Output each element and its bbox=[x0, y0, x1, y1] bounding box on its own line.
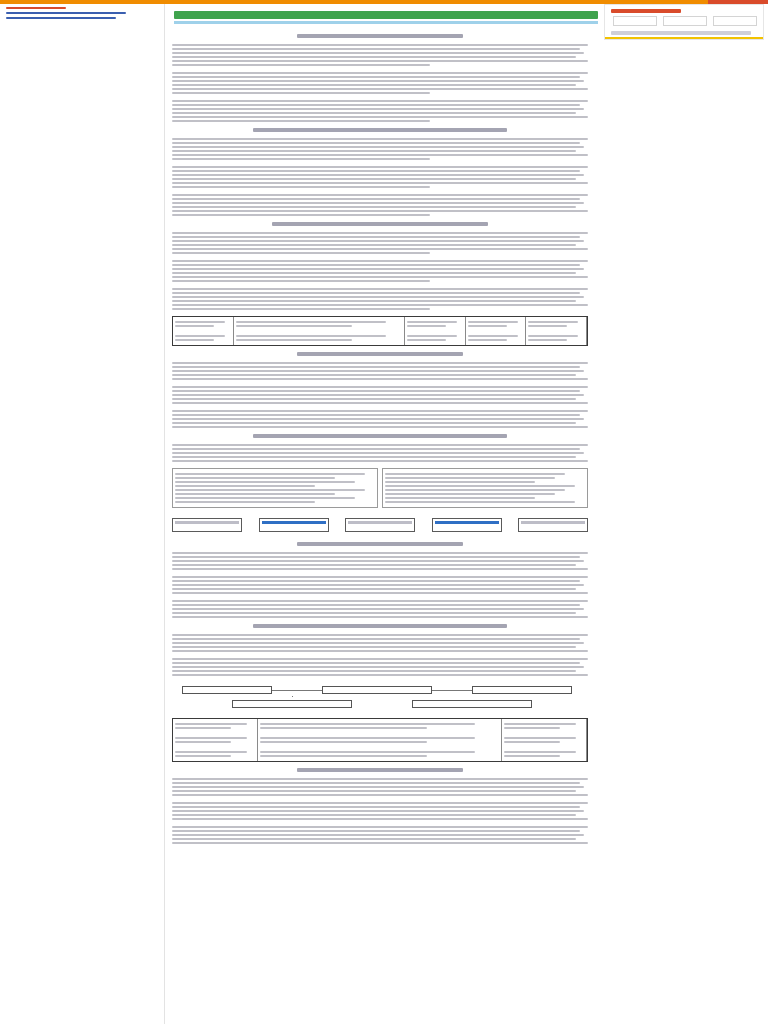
text-line-placeholder bbox=[172, 296, 584, 298]
paragraph-block bbox=[172, 44, 588, 66]
text-line-placeholder bbox=[407, 325, 446, 327]
paragraph-block bbox=[172, 72, 588, 94]
text-line-placeholder bbox=[172, 568, 588, 570]
text-line-placeholder bbox=[172, 814, 576, 816]
text-line-placeholder bbox=[172, 138, 588, 140]
text-line-placeholder bbox=[172, 398, 576, 400]
text-line-placeholder bbox=[172, 92, 430, 94]
section-heading-placeholder bbox=[297, 542, 463, 546]
table-cell bbox=[173, 747, 258, 761]
flow-node bbox=[412, 700, 532, 708]
text-line-placeholder bbox=[172, 662, 580, 664]
text-line-placeholder bbox=[172, 658, 588, 660]
text-line-placeholder bbox=[504, 741, 560, 743]
text-line-placeholder bbox=[504, 737, 576, 739]
text-line-placeholder bbox=[468, 339, 507, 341]
text-line-placeholder bbox=[172, 72, 588, 74]
table-cell bbox=[502, 719, 587, 733]
section-heading-placeholder bbox=[297, 768, 463, 772]
text-line-placeholder bbox=[172, 830, 580, 832]
text-line-placeholder bbox=[260, 741, 428, 743]
sidebar-header[interactable] bbox=[0, 4, 160, 30]
table-cell bbox=[173, 719, 258, 733]
text-line-placeholder bbox=[172, 402, 588, 404]
summary-box-bar bbox=[262, 521, 326, 524]
text-line-placeholder bbox=[172, 580, 580, 582]
text-line-placeholder bbox=[172, 642, 584, 644]
text-line-placeholder bbox=[407, 321, 457, 323]
right-panel bbox=[604, 4, 764, 40]
paragraph-block bbox=[172, 444, 588, 462]
flow-node bbox=[232, 700, 352, 708]
text-line-placeholder bbox=[172, 604, 580, 606]
text-line-placeholder bbox=[172, 56, 576, 58]
text-line-placeholder bbox=[175, 727, 231, 729]
text-line-placeholder bbox=[172, 842, 588, 844]
section-heading-placeholder bbox=[253, 434, 507, 438]
flow-connector bbox=[432, 690, 472, 691]
content-divider bbox=[164, 4, 165, 1024]
text-line-placeholder bbox=[172, 280, 430, 282]
right-panel-button[interactable] bbox=[663, 16, 707, 26]
paragraph-block bbox=[172, 100, 588, 122]
text-line-placeholder bbox=[172, 240, 584, 242]
text-line-placeholder bbox=[172, 818, 588, 820]
text-line-placeholder bbox=[175, 481, 355, 483]
text-line-placeholder bbox=[172, 272, 576, 274]
table-row bbox=[173, 331, 587, 345]
text-line-placeholder bbox=[172, 142, 580, 144]
table-row bbox=[173, 747, 587, 761]
text-line-placeholder bbox=[172, 244, 576, 246]
text-line-placeholder bbox=[172, 260, 588, 262]
text-line-placeholder bbox=[175, 321, 225, 323]
text-line-placeholder bbox=[172, 638, 580, 640]
text-line-placeholder bbox=[172, 390, 580, 392]
text-line-placeholder bbox=[504, 727, 560, 729]
table-cell bbox=[405, 317, 466, 331]
text-line-placeholder bbox=[172, 232, 588, 234]
text-line-placeholder bbox=[172, 670, 576, 672]
table-cell bbox=[502, 733, 587, 747]
text-line-placeholder bbox=[172, 108, 584, 110]
right-panel-button[interactable] bbox=[713, 16, 757, 26]
text-line-placeholder bbox=[172, 560, 584, 562]
text-line-placeholder bbox=[172, 210, 588, 212]
text-line-placeholder bbox=[172, 198, 580, 200]
text-line-placeholder bbox=[172, 576, 588, 578]
text-line-placeholder bbox=[172, 414, 580, 416]
text-line-placeholder bbox=[172, 410, 588, 412]
text-line-placeholder bbox=[407, 339, 446, 341]
text-line-placeholder bbox=[172, 448, 580, 450]
text-line-placeholder bbox=[260, 723, 475, 725]
text-line-placeholder bbox=[175, 501, 315, 503]
text-line-placeholder bbox=[504, 723, 576, 725]
text-line-placeholder bbox=[172, 444, 588, 446]
text-line-placeholder bbox=[236, 339, 353, 341]
text-line-placeholder bbox=[172, 646, 576, 648]
text-line-placeholder bbox=[172, 248, 588, 250]
column-right bbox=[382, 468, 588, 508]
text-line-placeholder bbox=[172, 802, 588, 804]
text-line-placeholder bbox=[504, 751, 576, 753]
paragraph-block bbox=[172, 260, 588, 282]
section-heading-placeholder bbox=[297, 352, 463, 356]
text-line-placeholder bbox=[172, 378, 588, 380]
text-line-placeholder bbox=[172, 252, 430, 254]
text-line-placeholder bbox=[175, 493, 335, 495]
summary-box-row bbox=[172, 518, 588, 532]
table-cell bbox=[173, 317, 234, 331]
text-line-placeholder bbox=[172, 806, 580, 808]
text-line-placeholder bbox=[172, 588, 576, 590]
table-cell bbox=[258, 719, 502, 733]
text-line-placeholder bbox=[175, 473, 365, 475]
text-line-placeholder bbox=[172, 422, 576, 424]
text-line-placeholder bbox=[172, 170, 580, 172]
text-line-placeholder bbox=[172, 308, 430, 310]
flow-node bbox=[182, 686, 272, 694]
text-line-placeholder bbox=[172, 782, 580, 784]
paragraph-block bbox=[172, 138, 588, 160]
sidebar-link-placeholder[interactable] bbox=[6, 17, 116, 19]
table-row bbox=[173, 719, 587, 733]
paragraph-block bbox=[172, 386, 588, 404]
text-line-placeholder bbox=[172, 100, 588, 102]
text-line-placeholder bbox=[385, 481, 535, 483]
column-left bbox=[172, 468, 378, 508]
text-line-placeholder bbox=[172, 584, 584, 586]
text-line-placeholder bbox=[172, 84, 576, 86]
text-line-placeholder bbox=[385, 489, 565, 491]
text-line-placeholder bbox=[172, 60, 588, 62]
text-line-placeholder bbox=[172, 838, 576, 840]
paragraph-block bbox=[172, 802, 588, 820]
table-row bbox=[173, 733, 587, 747]
text-line-placeholder bbox=[172, 552, 588, 554]
text-line-placeholder bbox=[175, 335, 225, 337]
text-line-placeholder bbox=[172, 112, 576, 114]
text-line-placeholder bbox=[260, 727, 428, 729]
text-line-placeholder bbox=[172, 386, 588, 388]
text-line-placeholder bbox=[172, 778, 588, 780]
text-line-placeholder bbox=[172, 634, 588, 636]
text-line-placeholder bbox=[172, 834, 584, 836]
text-line-placeholder bbox=[172, 64, 430, 66]
text-line-placeholder bbox=[172, 300, 576, 302]
summary-box bbox=[432, 518, 502, 532]
text-line-placeholder bbox=[172, 304, 588, 306]
paragraph-block bbox=[172, 576, 588, 594]
paragraph-block bbox=[172, 194, 588, 216]
text-line-placeholder bbox=[528, 335, 578, 337]
text-line-placeholder bbox=[172, 268, 584, 270]
text-line-placeholder bbox=[172, 76, 580, 78]
text-line-placeholder bbox=[172, 88, 588, 90]
table-cell bbox=[258, 747, 502, 761]
text-line-placeholder bbox=[528, 321, 578, 323]
summary-box-bar bbox=[175, 521, 239, 524]
table-cell bbox=[466, 317, 527, 331]
paragraph-block bbox=[172, 600, 588, 618]
text-line-placeholder bbox=[172, 810, 584, 812]
text-line-placeholder bbox=[385, 493, 555, 495]
section-heading-placeholder bbox=[297, 34, 463, 38]
text-line-placeholder bbox=[172, 794, 588, 796]
section-heading-placeholder bbox=[253, 128, 507, 132]
paragraph-block bbox=[172, 410, 588, 428]
text-line-placeholder bbox=[172, 564, 576, 566]
text-line-placeholder bbox=[385, 477, 555, 479]
right-panel-line-placeholder bbox=[611, 31, 751, 35]
sidebar-title-placeholder bbox=[6, 7, 66, 9]
text-line-placeholder bbox=[172, 52, 584, 54]
document-title-banner bbox=[174, 11, 598, 19]
text-line-placeholder bbox=[175, 485, 315, 487]
text-line-placeholder bbox=[172, 616, 588, 618]
paragraph-block bbox=[172, 552, 588, 570]
flow-connector bbox=[292, 696, 293, 697]
text-line-placeholder bbox=[172, 592, 588, 594]
text-line-placeholder bbox=[385, 501, 575, 503]
paragraph-block bbox=[172, 778, 588, 796]
text-line-placeholder bbox=[172, 186, 430, 188]
summary-box-bar bbox=[348, 521, 412, 524]
text-line-placeholder bbox=[172, 150, 576, 152]
text-line-placeholder bbox=[172, 674, 588, 676]
paragraph-block bbox=[172, 658, 588, 676]
text-line-placeholder bbox=[172, 418, 584, 420]
text-line-placeholder bbox=[172, 178, 576, 180]
lower-table bbox=[172, 718, 588, 762]
text-line-placeholder bbox=[172, 214, 430, 216]
text-line-placeholder bbox=[236, 321, 386, 323]
text-line-placeholder bbox=[172, 650, 588, 652]
paragraph-block bbox=[172, 826, 588, 844]
text-line-placeholder bbox=[175, 741, 231, 743]
data-table bbox=[172, 316, 588, 346]
text-line-placeholder bbox=[172, 370, 584, 372]
flow-node bbox=[322, 686, 432, 694]
text-line-placeholder bbox=[175, 737, 247, 739]
text-line-placeholder bbox=[172, 556, 580, 558]
text-line-placeholder bbox=[504, 755, 560, 757]
text-line-placeholder bbox=[172, 374, 576, 376]
table-cell bbox=[173, 733, 258, 747]
summary-box bbox=[518, 518, 588, 532]
text-line-placeholder bbox=[172, 48, 580, 50]
document-subtitle-banner bbox=[174, 21, 598, 24]
text-line-placeholder bbox=[260, 755, 428, 757]
paragraph-block bbox=[172, 634, 588, 652]
text-line-placeholder bbox=[175, 477, 335, 479]
two-column-section bbox=[172, 468, 588, 508]
paragraph-block bbox=[172, 166, 588, 188]
table-cell bbox=[173, 331, 234, 345]
table-cell bbox=[466, 331, 527, 345]
text-line-placeholder bbox=[172, 452, 584, 454]
text-line-placeholder bbox=[172, 174, 584, 176]
right-panel-footer bbox=[605, 37, 763, 39]
summary-box-bar bbox=[521, 521, 585, 524]
sidebar-link-placeholder[interactable] bbox=[6, 12, 126, 14]
text-line-placeholder bbox=[172, 786, 584, 788]
text-line-placeholder bbox=[172, 166, 588, 168]
text-line-placeholder bbox=[385, 485, 575, 487]
text-line-placeholder bbox=[260, 737, 475, 739]
text-line-placeholder bbox=[172, 826, 588, 828]
text-line-placeholder bbox=[172, 182, 588, 184]
table-cell bbox=[258, 733, 502, 747]
text-line-placeholder bbox=[172, 116, 588, 118]
text-line-placeholder bbox=[236, 335, 386, 337]
text-line-placeholder bbox=[172, 790, 576, 792]
table-cell bbox=[526, 331, 587, 345]
text-line-placeholder bbox=[385, 497, 535, 499]
section-heading-placeholder bbox=[272, 222, 488, 226]
text-line-placeholder bbox=[175, 723, 247, 725]
text-line-placeholder bbox=[172, 80, 584, 82]
text-line-placeholder bbox=[175, 755, 231, 757]
text-line-placeholder bbox=[172, 154, 588, 156]
text-line-placeholder bbox=[172, 120, 430, 122]
paragraph-block bbox=[172, 288, 588, 310]
text-line-placeholder bbox=[385, 473, 565, 475]
text-line-placeholder bbox=[175, 751, 247, 753]
section-heading-placeholder bbox=[253, 624, 507, 628]
text-line-placeholder bbox=[172, 394, 584, 396]
table-cell bbox=[234, 331, 406, 345]
summary-box bbox=[345, 518, 415, 532]
text-line-placeholder bbox=[468, 335, 518, 337]
text-line-placeholder bbox=[172, 206, 576, 208]
paragraph-block bbox=[172, 362, 588, 380]
summary-box bbox=[259, 518, 329, 532]
document-body bbox=[172, 28, 588, 850]
text-line-placeholder bbox=[172, 104, 580, 106]
text-line-placeholder bbox=[172, 44, 588, 46]
text-line-placeholder bbox=[172, 426, 588, 428]
text-line-placeholder bbox=[172, 460, 588, 462]
table-cell bbox=[234, 317, 406, 331]
text-line-placeholder bbox=[172, 608, 584, 610]
text-line-placeholder bbox=[172, 456, 576, 458]
text-line-placeholder bbox=[260, 751, 475, 753]
text-line-placeholder bbox=[172, 264, 580, 266]
text-line-placeholder bbox=[528, 339, 567, 341]
text-line-placeholder bbox=[172, 288, 588, 290]
table-cell bbox=[405, 331, 466, 345]
text-line-placeholder bbox=[175, 325, 214, 327]
text-line-placeholder bbox=[468, 325, 507, 327]
text-line-placeholder bbox=[172, 236, 580, 238]
right-panel-button[interactable] bbox=[613, 16, 657, 26]
flow-diagram bbox=[172, 684, 588, 710]
table-cell bbox=[526, 317, 587, 331]
flow-node bbox=[472, 686, 572, 694]
paragraph-block bbox=[172, 232, 588, 254]
text-line-placeholder bbox=[407, 335, 457, 337]
text-line-placeholder bbox=[172, 366, 580, 368]
text-line-placeholder bbox=[172, 158, 430, 160]
text-line-placeholder bbox=[172, 194, 588, 196]
text-line-placeholder bbox=[172, 146, 584, 148]
text-line-placeholder bbox=[172, 600, 588, 602]
text-line-placeholder bbox=[172, 666, 584, 668]
text-line-placeholder bbox=[172, 276, 588, 278]
text-line-placeholder bbox=[175, 489, 365, 491]
text-line-placeholder bbox=[236, 325, 353, 327]
flow-connector bbox=[272, 690, 322, 691]
text-line-placeholder bbox=[172, 292, 580, 294]
table-row bbox=[173, 317, 587, 331]
text-line-placeholder bbox=[468, 321, 518, 323]
text-line-placeholder bbox=[172, 362, 588, 364]
text-line-placeholder bbox=[175, 497, 355, 499]
text-line-placeholder bbox=[172, 612, 576, 614]
right-panel-heading-placeholder bbox=[611, 9, 681, 13]
table-cell bbox=[502, 747, 587, 761]
text-line-placeholder bbox=[172, 202, 584, 204]
text-line-placeholder bbox=[528, 325, 567, 327]
summary-box bbox=[172, 518, 242, 532]
summary-box-bar bbox=[435, 521, 499, 524]
text-line-placeholder bbox=[175, 339, 214, 341]
